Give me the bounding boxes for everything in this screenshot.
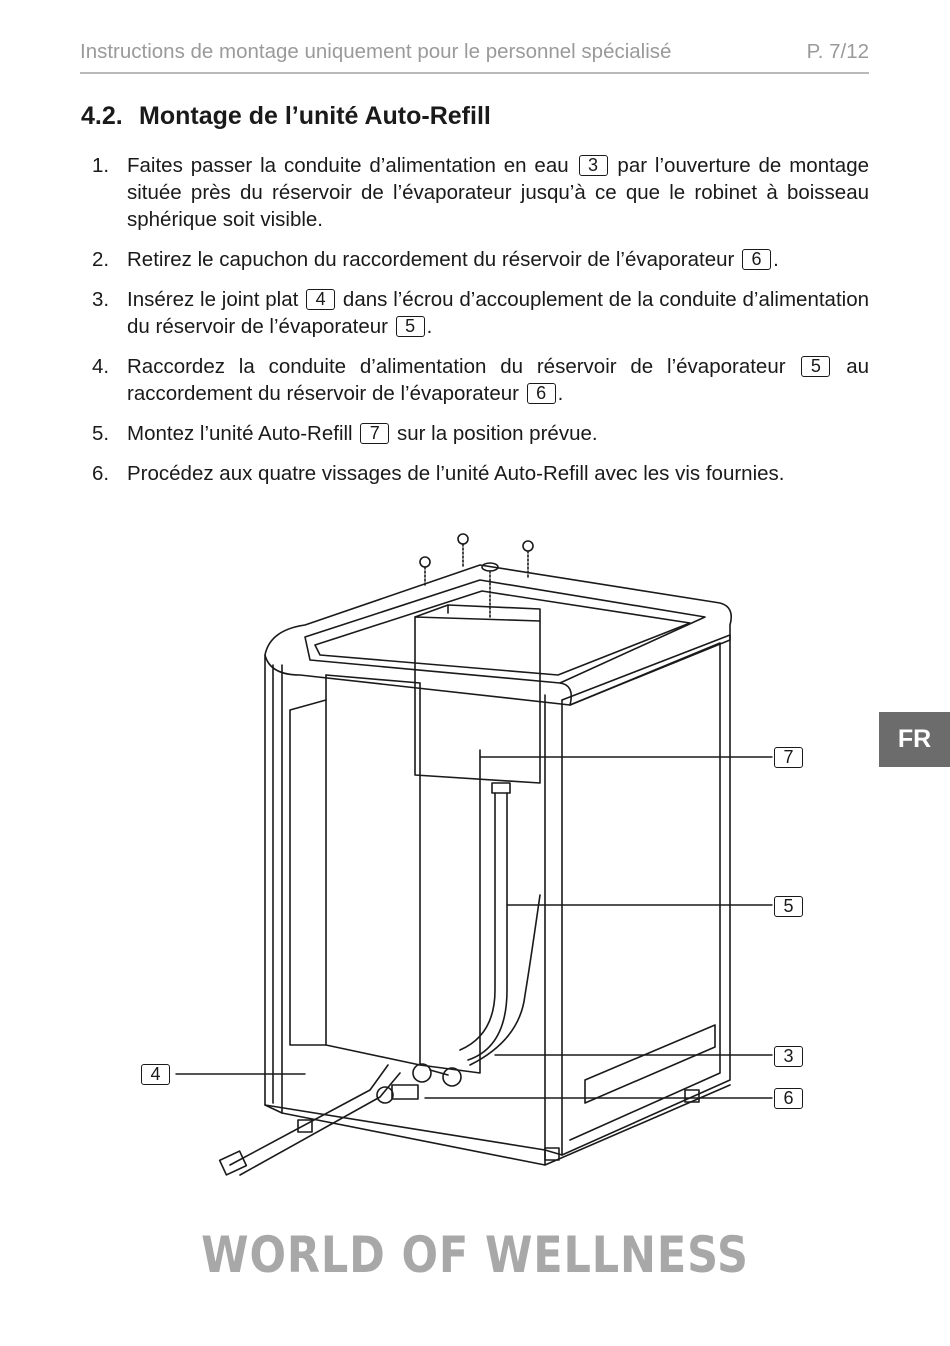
part-reference: 6 [742, 249, 771, 270]
language-tab: FR [879, 712, 950, 767]
list-item: 1. Faites passer la conduite d’alimentation en eau 3 par l’ouverture de montage située près du réservoir de l’évaporateur jusqu’à ce que le robinet à boisseau sphérique soit visible. [92, 154, 869, 231]
callout-7: 7 [774, 747, 803, 768]
part-reference: 3 [579, 155, 608, 176]
callout-6: 6 [774, 1088, 803, 1109]
callout-3: 3 [774, 1046, 803, 1067]
part-reference: 6 [527, 383, 556, 404]
page-header [80, 38, 869, 74]
footer-brand: WORLD OF WELLNESS [201, 1226, 749, 1284]
evaporator-tank [290, 675, 480, 1073]
screw-icons [420, 534, 533, 617]
list-item: 5. Montez l’unité Auto-Refill 7 sur la position prévue. [92, 422, 598, 445]
assembly-illustration [130, 525, 850, 1185]
list-item: 4. Raccordez la conduite d’alimentation du réservoir de l’évaporateur 5 au raccordement du réservoir de l’évaporateur 6 . [92, 355, 869, 405]
right-side-panel [265, 635, 730, 1165]
list-item: 3. Insérez le joint plat 4 dans l’écrou d’accouplement de la conduite d’alimentation du réservoir de l’évaporateur 5 . [92, 288, 870, 338]
part-reference: 7 [360, 423, 389, 444]
callout-4: 4 [141, 1064, 170, 1085]
section-heading [81, 102, 491, 131]
instruction-list [92, 152, 869, 500]
page-number: P. 7/12 [806, 40, 869, 63]
section-number: 4.2. [81, 102, 123, 130]
section-title: Montage de l’unité Auto-Refill [139, 102, 491, 130]
part-reference: 5 [396, 316, 425, 337]
header-title: Instructions de montage uniquement pour le personnel spécialisé [80, 40, 672, 63]
top-frame [265, 565, 731, 705]
list-item: 2. Retirez le capuchon du raccordement du réservoir de l’évaporateur 6 . [92, 248, 779, 271]
part-reference: 5 [801, 356, 830, 377]
callout-5: 5 [774, 896, 803, 917]
list-item: 6. Procédez aux quatre vissages de l’unité Auto-Refill avec les vis fournies. [92, 462, 785, 485]
supply-pipes [220, 793, 540, 1175]
front-left-post [265, 655, 282, 1113]
part-reference: 4 [306, 289, 335, 310]
